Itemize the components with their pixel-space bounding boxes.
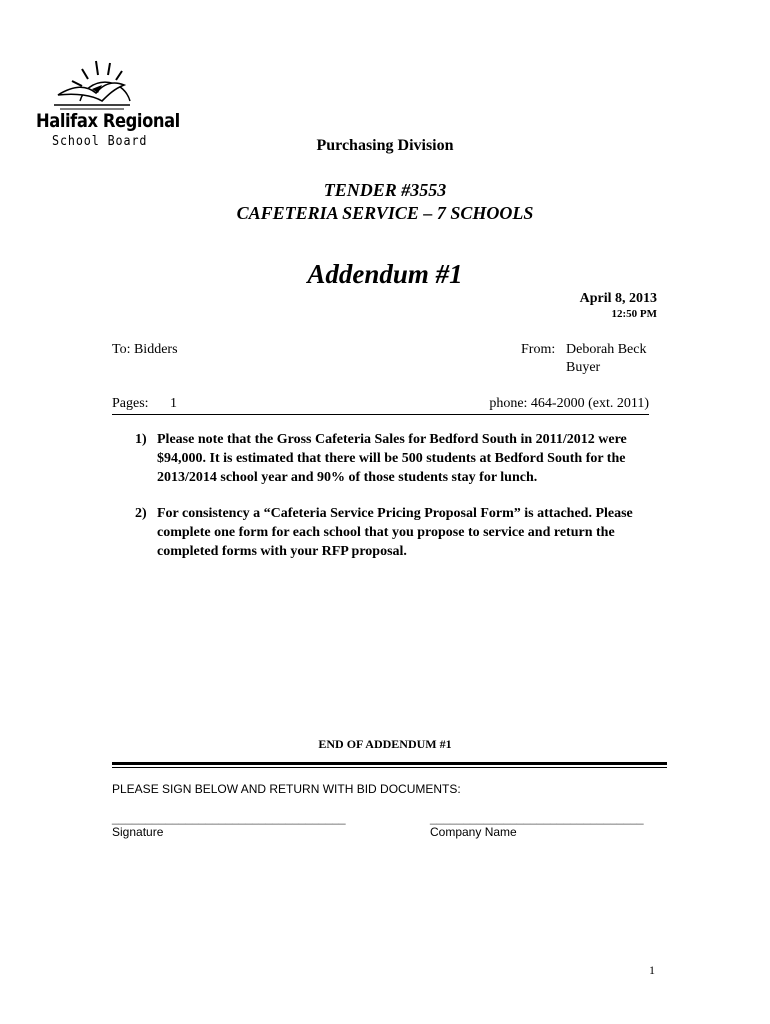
addendum-items: [135, 430, 675, 578]
pages-phone-row: [112, 396, 649, 415]
sun-and-bird-logo-icon: [52, 55, 132, 113]
sender-title: Buyer: [566, 360, 601, 375]
item-text: Please note that the Gross Cafeteria Sales for Bedford South in 2011/2012 were $94,000. It is estimated that there will be 500 students at Bedford South for the 2013/2014 school year and 90% of those students stay for lunch.: [157, 432, 627, 485]
sender-name: Deborah Beck: [566, 342, 647, 357]
recipient: To: Bidders: [112, 342, 178, 357]
divider-thick: [112, 762, 667, 765]
from-label: From:: [521, 342, 556, 357]
signature-field[interactable]: ___________________________________: [112, 811, 346, 825]
logo-name-line1: Halifax Regional: [36, 110, 180, 132]
signature-label: Signature: [112, 825, 164, 839]
pages-label: Pages:: [112, 396, 149, 411]
sign-instruction: PLEASE SIGN BELOW AND RETURN WITH BID DOCUMENTS:: [112, 782, 461, 796]
list-item: [135, 504, 675, 561]
logo-name-line2: School Board: [52, 134, 148, 149]
item-text: For consistency a “Cafeteria Service Pricing Proposal Form” is attached. Please complete one form for each school that you propose to service and return the completed forms with your RFP proposal.: [157, 506, 633, 559]
tender-number: TENDER #3553: [323, 180, 447, 200]
date: April 8, 2013: [579, 291, 657, 306]
item-number: 1): [135, 432, 147, 447]
time: 12:50 PM: [611, 308, 657, 320]
phone-number: phone: 464-2000 (ext. 2011): [489, 396, 649, 411]
divider-thin: [112, 767, 667, 768]
end-of-addendum: END OF ADDENDUM #1: [318, 737, 452, 751]
company-name-label: Company Name: [430, 825, 517, 839]
page-number: 1: [649, 963, 655, 977]
division-heading: Purchasing Division: [316, 137, 454, 154]
list-item: [135, 430, 675, 487]
item-number: 2): [135, 506, 147, 521]
tender-title: CAFETERIA SERVICE – 7 SCHOOLS: [236, 203, 534, 223]
pages-value: 1: [170, 396, 177, 411]
company-name-field[interactable]: ________________________________: [430, 811, 644, 825]
addendum-title: Addendum #1: [307, 259, 463, 289]
